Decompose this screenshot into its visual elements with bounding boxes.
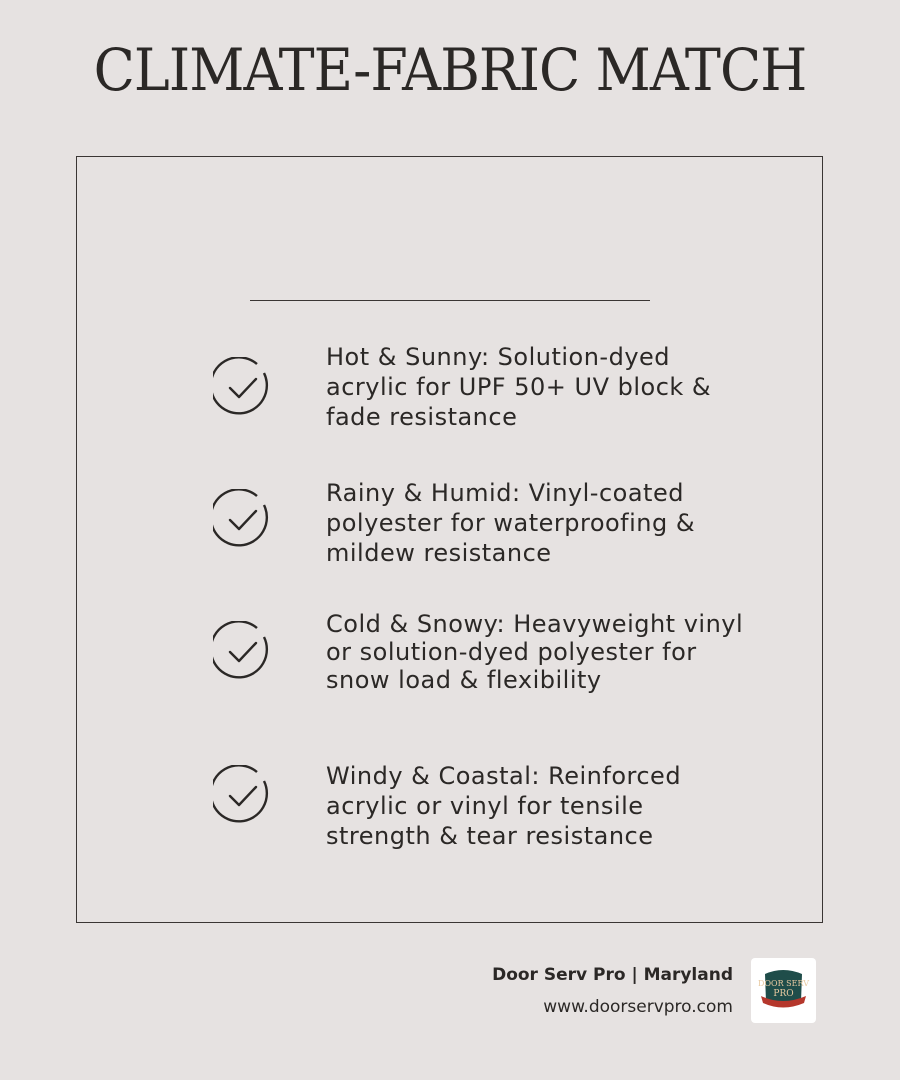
item-text: Rainy & Humid: Vinyl-coated polyester for waterproofing & mildew resistance [326,479,696,567]
brand-logo [751,958,816,1023]
item-text: Hot & Sunny: Solution-dyed acrylic for UPF 50+ UV block & fade resistance [326,343,712,431]
item-text: Windy & Coastal: Reinforced acrylic or vinyl for tensile strength & tear resistance [326,762,682,850]
check-circle-icon [213,621,273,681]
check-circle-icon [213,489,273,549]
item-text: Cold & Snowy: Heavyweight vinyl or solution-dyed polyester for snow load & flexibility [326,610,744,694]
svg-text:PRO: PRO [773,989,794,999]
divider [250,300,650,301]
check-circle-icon [213,357,273,417]
svg-text:DOOR SERV: DOOR SERV [758,979,809,988]
logo-badge-icon [751,958,816,1023]
check-circle-icon [213,765,273,825]
brand-name: Door Serv Pro | Maryland [492,965,733,985]
page-title: CLIMATE-FABRIC MATCH [93,36,807,104]
website-link[interactable]: www.doorservpro.com [543,997,733,1017]
